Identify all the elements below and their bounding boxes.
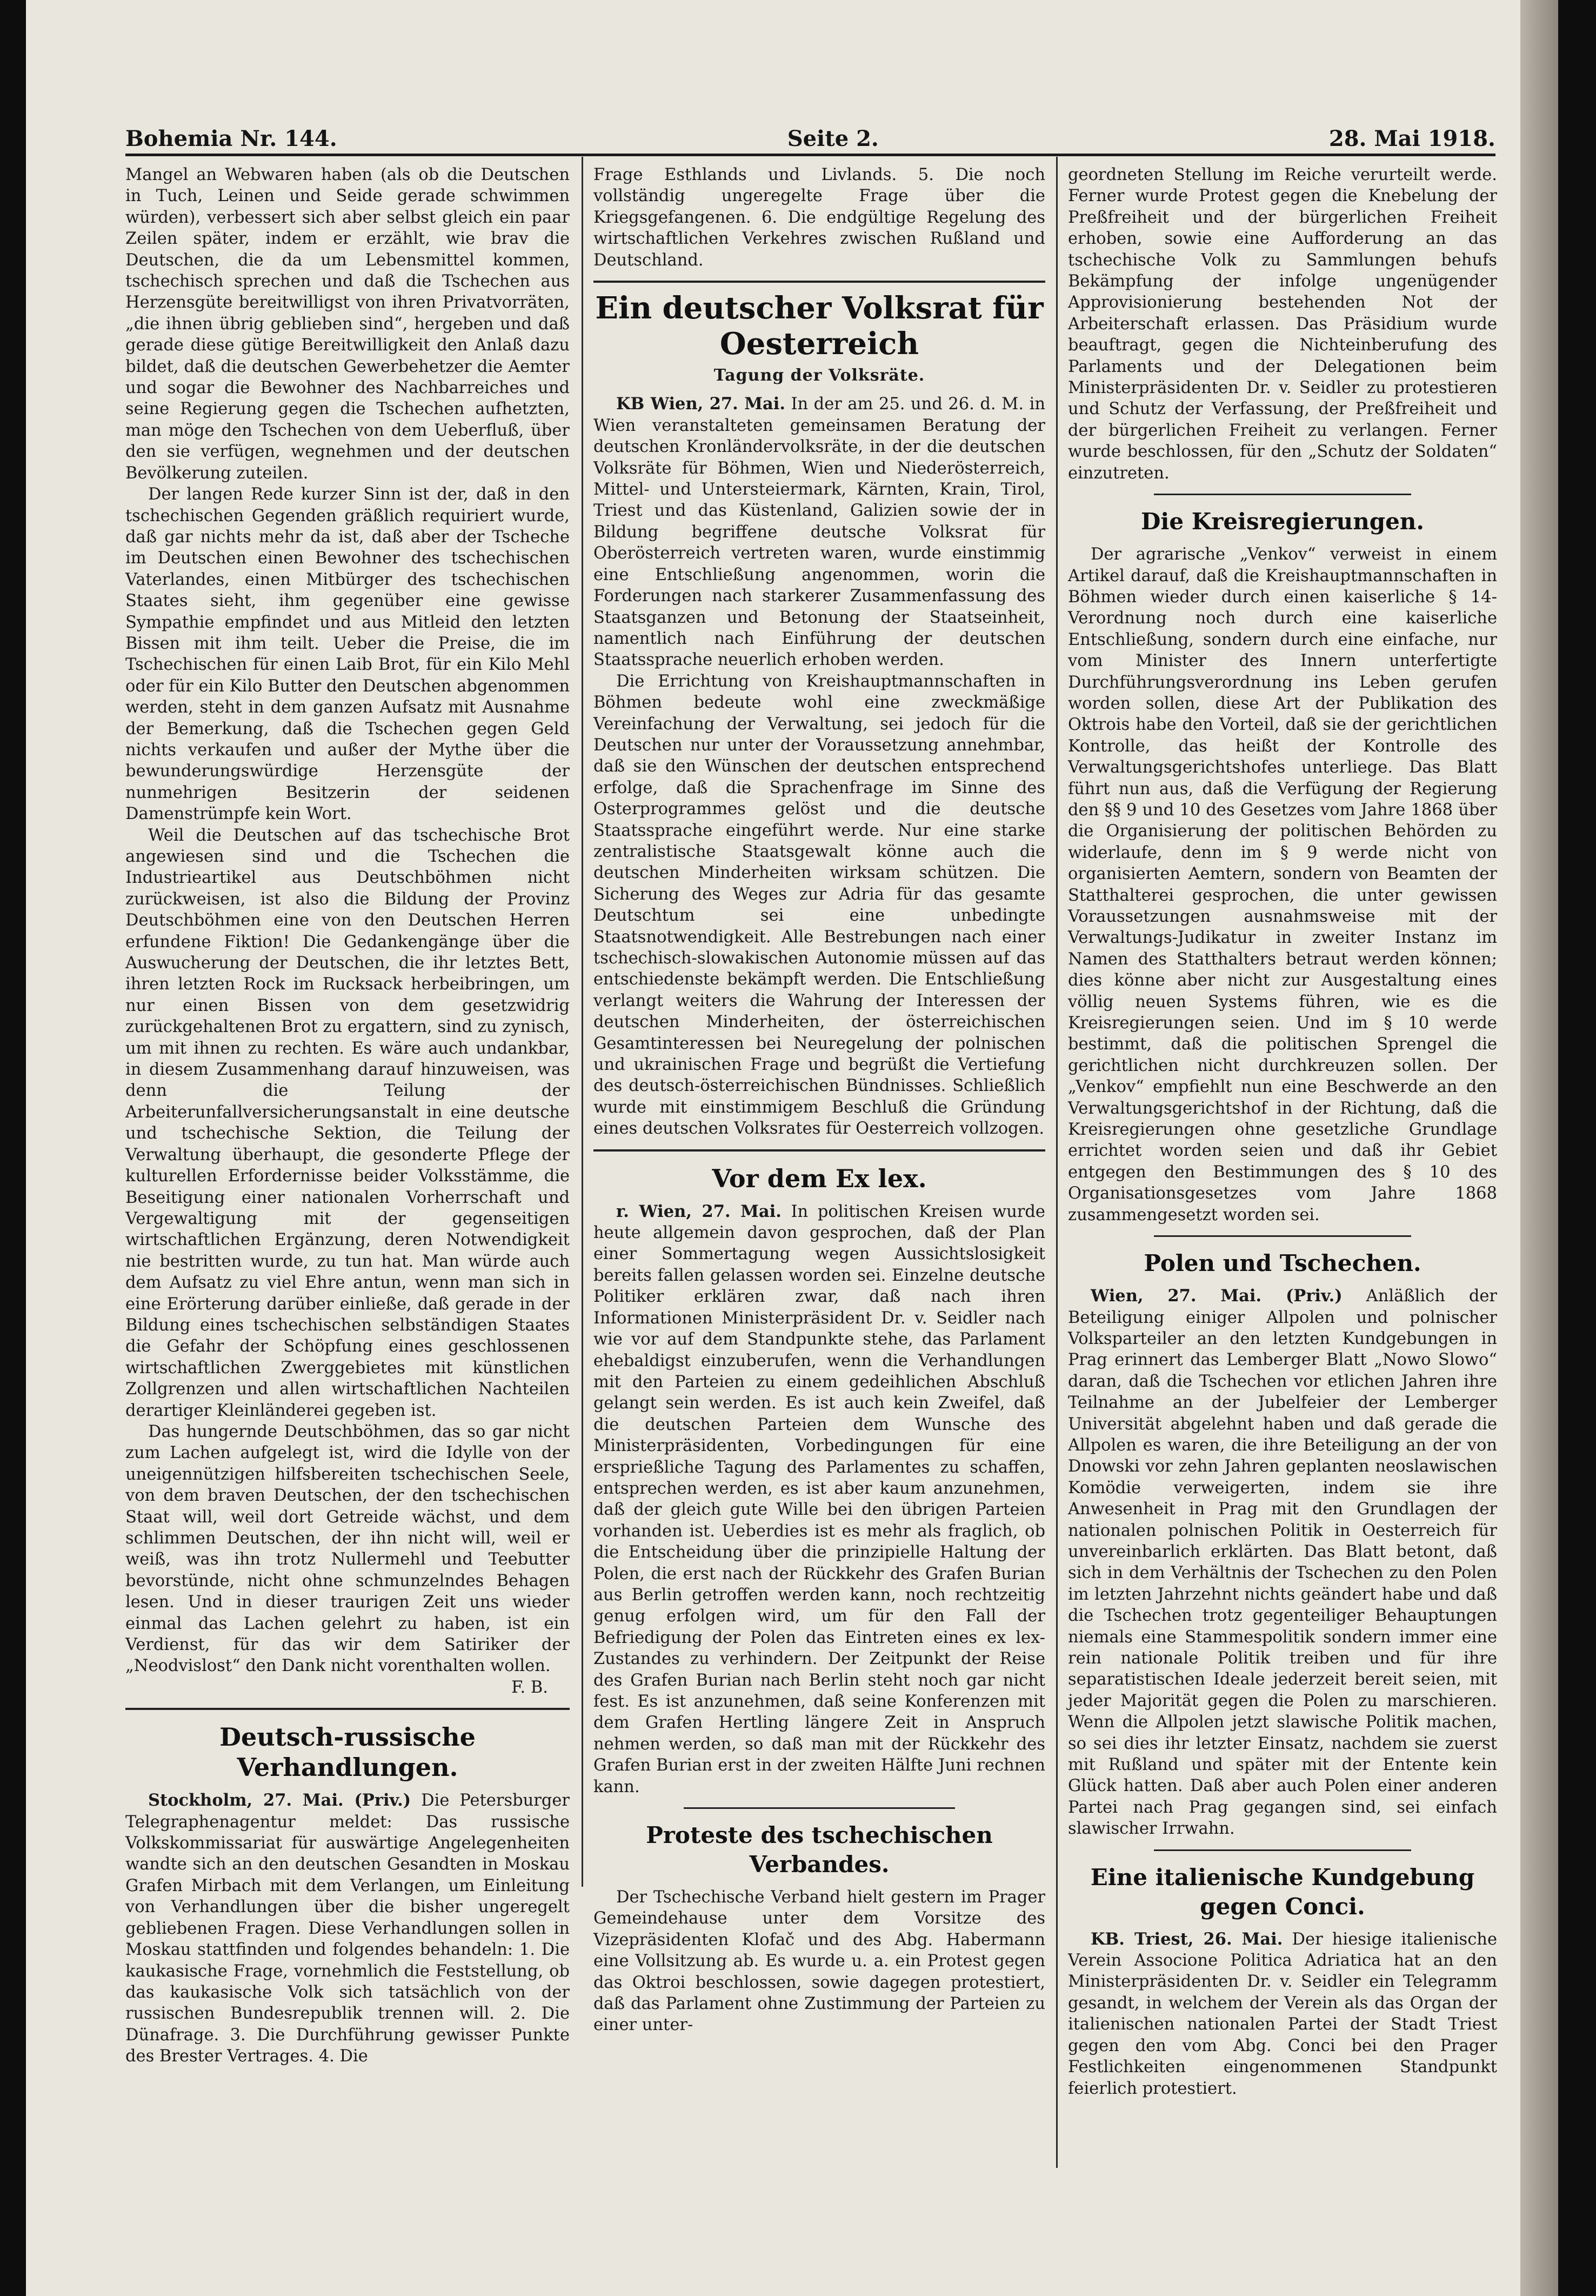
headline-polen-tschechen: Polen und Tschechen.: [1144, 1250, 1421, 1277]
page-header: [125, 120, 1495, 151]
article-text: Die Petersburger Telegraphenagentur meldet: Das russische Volkskommissariat für auswärtige Angelegenheiten wandte sich an den deutschen Gesandten in Moskau Grafen Mirbach mit dem Verlangen, um Einleitung von Verhandlungen über die bisher ungeregelt gebliebenen Fragen. Diese Verhandlungen sollen in Moskau stattfinden und folgendes behandeln: 1. Die kaukasische Frage, vornehmlich die Feststellung, ob das kaukasische Volk sich tatsächlich von der russischen Bundesrepublik trennen will. 2. Die Dünafrage. 3. Die Durchführung gewisser Punkte des Brester Vertrages. 4. Die: [125, 1791, 570, 2066]
article-text: In der am 25. und 26. d. M. in Wien veranstalteten gemeinsamen Beratung der deutschen Kronländervolksräte, in der die deutschen Volksräte für Böhmen, Wien und Niederösterreich, Mittel- und Untersteiermark, Kärnten, Krain, Tirol, Triest und das Küstenland, Galizien sowie der in Bildung begriffene deutsche Volksrat für Oberösterreich vertreten waren, wurde einstimmig eine Entschließung angenommen, worin die Forderungen nach starkerer Zusammenfassung des Staatsganzen und Betonung der Staatseinheit, namentlich nach Einführung der deutschen Staatssprache neuerlich erhoben werden.: [593, 395, 1045, 670]
article-text: Weil die Deutschen auf das tschechische Brot angewiesen sind und die Tschechen die Industrieartikel aus Deutschböhmen nicht zurückweisen, ist also die Bildung der Provinz Deutschböhmen eine von den Deutschen Herren erfundene Fiktion! Die Gedankengänge über die Auswucherung der Deutschen, die ihr letztes Bett, ihren letzten Rock im Rucksack herbeibringen, um nur einen Bissen von dem gesetzwidrig zurückgehaltenen Brot zu ergattern, sind zu zynisch, um mit ihnen zu rechten. Es wäre auch undankbar, in diesem Zusammenhang darauf hinzuweisen, was denn die Teilung der Arbeiterunfallversicherungsanstalt in eine deutsche und tschechische Sektion, die Teilung der Verwaltung überhaupt, die gesonderte Pflege der kulturellen Erfordernisse beider Volksstämme, die Beseitigung einer nationalen Vorherrschaft und Vergewaltigung mit der gegenseitigen wirtschaftlichen Ergänzung, deren Notwendigkeit nie bestritten wurde, zu tun hat. Man würde auch dem Aufsatz zu viel Ehre antun, wenn man sich in eine Erörterung darüber einließe, daß gerade in der Bildung eines tschechischen selbständigen Staates die Gefahr der Schöpfung eines geschlossenen wirtschaftlichen Zwerggebietes mit künstlichen Zollgrenzen und allen wirtschaftlichen Nachteilen derartiger Kleinländerei gegeben ist.: [125, 826, 570, 1420]
headline-italienische-2: gegen Conci.: [1200, 1893, 1365, 1920]
column-3: [1068, 164, 1497, 2099]
headline-ex-lex: Vor dem Ex lex.: [712, 1163, 927, 1193]
section-rule: [125, 1708, 570, 1710]
article-text: Die Errichtung von Kreishauptmannschaften in Böhmen bedeute wohl eine zweckmäßige Vereinfachung der Verwaltung, sei jedoch für die Deutschen nur unter der Voraussetzung annehmbar, daß sie den Wünschen der deutschen entsprechend erfolge, daß die Sprachenfrage im Sinne des Osterprogrammes gelöst und die deutsche Staatssprache eingeführt werde. Nur eine starke zentralistische Staatsgewalt könne auch die deutschen Minderheiten wirksam schützen. Die Sicherung des Weges zur Adria für das gesamte Deutschtum sei eine unbedingte Staatsnotwendigkeit. Alle Bestrebungen nach einer tschechisch-slowakischen Autonomie müssen auf das entschiedenste bekämpft werden. Die Entschließung verlangt weiters die Wahrung der Interessen der deutschen Minderheiten, der österreichischen Gesamtinteressen bei Neuregelung der polnischen und ukrainischen Frage und begrüßt die Vertiefung des deutsch-österreichischen Bündnisses. Schließlich wurde mit einstimmigem Beschluß die Gründung eines deutschen Volksrates für Oesterreich vollzogen.: [593, 671, 1045, 1139]
author-signature: F. B.: [511, 1678, 548, 1697]
headline-kreisregierungen: Die Kreisregierungen.: [1140, 508, 1424, 535]
section-rule: [684, 1807, 955, 1809]
page-number: Seite 2.: [787, 126, 879, 151]
article-text: Frage Esthlands und Livlands. 5. Die noch vollständig ungeregelte Frage über die Kriegsgefangenen. 6. Die endgültige Regelung des wirtschaftlichen Verkehres zwischen Rußland und Deutschland.: [593, 165, 1045, 270]
headline-volksrat: Ein deutscher Volksrat für Oesterreich: [595, 290, 1044, 362]
article-text: Mangel an Webwaren haben (als ob die Deutschen in Tuch, Leinen und Seide gerade schwimmen würden), verbessert sich aber selbst gleich ein paar Zeilen später, indem er erzählt, wie brav die Deutschen, die da um Lebensmittel kommen, tschechisch sprechen und daß die Tschechen aus Herzensgüte bereitwilligst von ihren Privatvorräten, „die ihnen übrig geblieben sind“, hergeben und daß gerade diese gütige Bereitwilligkeit den Anlaß dazu bildet, daß die deutschen Gewerbehetzer die Aemter und sogar die Bewohner des Nachbarreiches und seine Regierung gegen die Tschechen aufhetzten, man möge den Tschechen von dem Ueberfluß, über den sie verfügen, wegnehmen und der deutschen Bevölkerung zuteilen.: [125, 165, 570, 483]
issue-number: Bohemia Nr. 144.: [125, 126, 337, 151]
section-rule: [1154, 1849, 1411, 1851]
section-rule: [593, 281, 1045, 283]
page-edge: [1520, 0, 1558, 2296]
dateline: KB Wien, 27. Mai.: [616, 394, 785, 414]
header-rule: [125, 154, 1495, 156]
subheadline: Tagung der Volksräte.: [713, 366, 925, 385]
article-text: geordneten Stellung im Reiche verurteilt werde. Ferner wurde Protest gegen die Knebelung der Preßfreiheit und der bürgerlichen Freiheit erhoben, sowie eine Aufforderung an das tschechische Volk zu Sammlungen behufs Bekämpfung der infolge ungenügender Approvisionierung bestehenden Not der Arbeiterschaft erlassen. Das Präsidium wurde beauftragt, gegen die Nichteinberufung des Parlaments und der Delegationen beim Ministerpräsidenten Dr. v. Seidler zu protestieren und Schutz der Verfassung, der Preßfreiheit und der bürgerlichen Freiheit zu verlangen. Ferner wurde beschlossen, für den „Schutz der Soldaten“ einzutreten.: [1068, 165, 1497, 483]
article-text: Der hiesige italienische Verein Associone Politica Adriatica hat an den Ministerpräsidenten Dr. v. Seidler ein Telegramm gesandt, in welchem der Verein als das Organ der italienischen nationalen Partei der Stadt Triest gegen den vom Abg. Conci bei den Prager Festlichkeiten eingenommenen Standpunkt feierlich protestiert.: [1068, 1929, 1497, 2098]
headline-italienische: Eine italienische Kundgebung: [1090, 1864, 1475, 1891]
article-text: Der Tschechische Verband hielt gestern im Prager Gemeindehause unter dem Vorsitze des Vizepräsidenten Klofač und des Abg. Habermann eine Vollsitzung ab. Es wurde u. a. ein Protest gegen das Oktroi beschlossen, sowie dagegen protestiert, daß das Parlament ohne Zustimmung der Parteien zu einer unter-: [593, 1888, 1045, 2035]
section-rule: [1154, 494, 1411, 495]
article-text: Der agrarische „Venkov“ verweist in einem Artikel darauf, daß die Kreishauptmannschaften in Böhmen wieder durch einen kaiserliche § 14-Verordnung noch durch eine kaiserliche Entschließung, sondern durch eine einfache, nur vom Minister des Innern unterfertigte Durchführungsverordnung ins Leben gerufen worden sollen, diese Art der Publikation des Oktrois habe den Vorteil, daß sie der gerichtlichen Kontrolle, das heißt der Kontrolle des Verwaltungsgerichtshofes unterliege. Das Blatt führt nun aus, daß die Verfügung der Regierung den §§ 9 und 10 des Gesetzes vom Jahre 1868 über die Organisierung der politischen Behörden zu widerlaufe, denn im § 9 werde nicht von organisierten Aemtern, sondern von Beamten der Statthalterei gesprochen, die unter gewissen Voraussetzungen ausnahmsweise mit der Verwaltungs-Judikatur in zweiter Instanz im Namen des Statthalters betraut werden können; dies könne aber nicht zur Ausgestaltung eines völlig neuen Systems führen, wie es die Kreisregierungen seien. Und im § 10 werde bestimmt, daß die politischen Sprengel die gerichtlichen nicht durchkreuzen sollen. Der „Venkov“ empfiehlt nun eine Beschwerde an den Verwaltungsgerichtshof in der Richtung, daß die Kreisregierungen ohne gesetzliche Grundlage errichtet worden seien und daß ihr Gebiet entgegen den Bestimmungen des § 10 des Organisationsgesetzes vom Jahre 1868 zusammengesetzt worden sei.: [1068, 545, 1497, 1224]
section-rule: [1154, 1235, 1411, 1237]
dateline: r. Wien, 27. Mai.: [616, 1201, 782, 1221]
article-text: Anläßlich der Beteiligung einiger Allpolen und polnischer Volksparteiler an den letzten Kundgebungen in Prag erinnert das Lemberger Blatt „Nowo Slowo“ daran, daß die Tschechen vor etlichen Jahren ihre Teilnahme an der Jubelfeier der Lemberger Universität abgelehnt haben und daß gerade die Allpolen es waren, die ihre Beteiligung an der von Dnowski vor zehn Jahren geplanten neoslawischen Komödie verweigerten, indem sie ihre Anwesenheit in Prag mit den Grundlagen der nationalen polnischen Politik in Oesterreich für unvereinbarlich erklärten. Das Blatt betont, daß sich in dem Verhältnis der Tschechen zu den Polen im letzten Jahrzehnt nichts geändert habe und daß die Tschechen trotz gegenteiliger Behauptungen niemals eine Stammespolitik sondern immer eine rein nationale Politik treiben und für ihre separatistischen Ideale jederzeit bereit seien, mit jeder Majorität gegen die Polen zu marschieren. Wenn die Allpolen jetzt slawische Politik machen, so sei dies ihr letzter Einsatz, nachdem sie zuerst mit Rußland und später mit der Entente kein Glück hatten. Daß aber auch Polen einer anderen Partei nach Prag gegangen sind, sei einfach slawischer Irrwahn.: [1068, 1287, 1498, 1839]
column-divider-1: [582, 157, 583, 1887]
section-rule: [593, 1149, 1045, 1152]
dateline: Wien, 27. Mai. (Priv.): [1091, 1286, 1343, 1306]
article-text: In politischen Kreisen wurde heute allgemein davon gesprochen, daß der Plan einer Sommertagung wegen Aussichtslosigkeit bereits fallen gelassen worden sei. Einzelne deutsche Politiker erklären zwar, daß nach ihren Informationen Ministerpräsident Dr. v. Seidler nach wie vor auf dem Standpunkte stehe, das Parlament ehebaldigst einzuberufen, wenn die Verhandlungen mit den Parteien zu einem gedeihlichen Abschluß gelangt sein werden. Es ist auch kein Zweifel, daß die deutschen Parteien dem Wunsche des Ministerpräsidenten, Vorbedingungen für eine ersprießliche Tagung des Parlamentes zu schaffen, entsprechen werden, es ist aber kaum anzunehmen, daß der gleich gute Wille bei den übrigen Parteien vorhanden ist. Ueberdies ist es mehr als fraglich, ob die Entscheidung über die prinzipielle Haltung der Polen, die erst nach der Rückkehr des Grafen Burian aus Berlin getroffen werden kann, noch rechtzeitig genug erfolgen wird, um für den Fall der Befriedigung der Polen das Eintreten eines ex lex-Zustandes zu verhindern. Der Zeitpunkt der Reise des Grafen Burian nach Berlin steht noch gar nicht fest. Es ist anzunehmen, daß seine Konferenzen mit dem Grafen Hertling längere Zeit in Anspruch nehmen werden, so daß man mit der Rückkehr des Grafen Burian erst in der zweiten Hälfte Juni rechnen kann.: [593, 1202, 1045, 1796]
column-1: [125, 164, 570, 2067]
article-text: Der langen Rede kurzer Sinn ist der, daß in den tschechischen Gegenden gräßlich requiriert wurde, daß gar nichts mehr da ist, daß aber der Tscheche im Deutschen einen Bewohner des tschechischen Vaterlandes, einen Mitbürger des tschechischen Staates sieht, ihm gegenüber eine gewisse Sympathie empfindet und aus Mitleid den letzten Bissen mit ihm teilt. Ueber die Preise, die im Tschechischen für einen Laib Brot, für ein Kilo Mehl oder für ein Kilo Butter den Deutschen abgenommen werden, steht in dem ganzen Aufsatz mit Ausnahme der Bemerkung, daß die Tschechen gegen Geld nichts verkaufen und außer der Mythe über die bewunderungswürdige Herzensgüte der nunmehrigen Besitzerin der seidenen Damenstrümpfe kein Wort.: [125, 485, 570, 824]
article-text: Das hungernde Deutschböhmen, das so gar nicht zum Lachen aufgelegt ist, wird die Idylle von der uneigennützigen hilfsbereiten tschechischen Seele, von dem braven Deutschen, der den tschechischen Staat will, weil dort Getreide wächst, und dem schlimmen Deutschen, der ihn nicht will, weil er weiß, was ihn trotz Nullermehl und Teebutter bevorstünde, nicht ohne schmunzelndes Behagen lesen. Und in dieser traurigen Zeit uns wieder einmal das Lachen gelehrt zu haben, ist ein Verdienst, für das wir dem Satiriker der „Neodvislost“ den Dank nicht vorenthalten wollen.: [125, 1422, 570, 1676]
issue-date: 28. Mai 1918.: [1328, 126, 1495, 151]
column-2: [593, 164, 1045, 2036]
column-divider-2: [1056, 157, 1058, 2168]
headline-proteste: Proteste des tschechischen Verbandes.: [646, 1822, 993, 1878]
dateline: KB. Triest, 26. Mai.: [1091, 1929, 1283, 1949]
newspaper-page: [26, 0, 1558, 2296]
headline-deutsch-russische: Deutsch-russische Verhandlungen.: [219, 1722, 476, 1782]
dateline: Stockholm, 27. Mai. (Priv.): [148, 1791, 411, 1811]
